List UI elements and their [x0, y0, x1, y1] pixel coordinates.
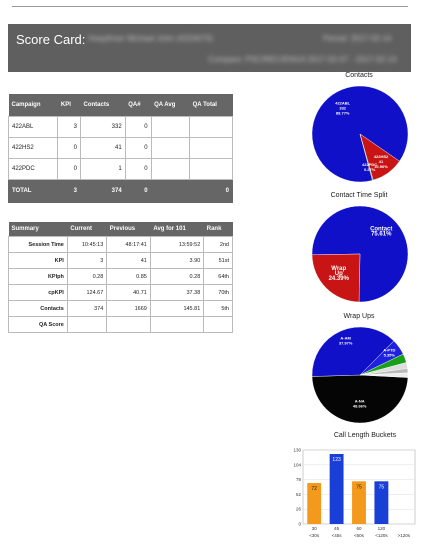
pie-label: A-NA 48.66% — [352, 398, 367, 409]
call-length-bar-chart — [285, 444, 420, 544]
summary-cell: 124.67 — [67, 285, 106, 301]
total-qa-total: 0 — [190, 180, 233, 203]
table-row — [9, 138, 233, 159]
summary-cell: 40.71 — [107, 285, 151, 301]
summary-label: Contacts — [9, 301, 68, 317]
x-category-label: <30s — [309, 533, 320, 538]
summary-row — [9, 317, 233, 333]
summary-cell — [204, 317, 233, 333]
x-count-label: 30 — [311, 526, 317, 531]
split-chart-title: Contact Time Split — [330, 192, 388, 199]
summary-label: cpKPI — [9, 285, 68, 301]
table-row — [9, 117, 233, 138]
cell-kpi: 0 — [58, 159, 81, 180]
cell-qa-total — [190, 138, 233, 159]
summary-cell: 3 — [67, 253, 106, 269]
compare-blurred: Compare: PSC/REC/ENGA 2017-02-07 - 2017-02-14 — [208, 55, 397, 64]
summary-cell: 37.38 — [150, 285, 203, 301]
y-tick-label: 52 — [295, 491, 301, 497]
agent-name-blurred: Heaythner Michael John (4224070) — [88, 34, 213, 43]
cell-qa-num: 0 — [125, 159, 151, 180]
summary-row — [9, 285, 233, 301]
summary-label: QA Score — [9, 317, 68, 333]
summary-row — [9, 253, 233, 269]
summary-table — [8, 222, 233, 333]
summary-row — [9, 269, 233, 285]
col-qa-num: QA# — [125, 94, 151, 117]
summary-cell — [67, 317, 106, 333]
total-qa-num: 0 — [125, 180, 151, 203]
summary-cell: 374 — [67, 301, 106, 317]
cell-qa-avg — [151, 159, 190, 180]
summary-cell — [150, 317, 203, 333]
cell-qa-avg — [151, 117, 190, 138]
summary-cell: 51st — [204, 253, 233, 269]
y-tick-label: 78 — [295, 477, 301, 483]
contacts-pie-chart — [310, 84, 410, 184]
cell-contacts: 1 — [81, 159, 126, 180]
summary-cell: 0.28 — [67, 269, 106, 285]
summary-cell — [107, 317, 151, 333]
summary-cell: 145.81 — [150, 301, 203, 317]
bar-chart-title: Call Length Buckets — [333, 432, 397, 439]
cell-campaign: 422ABL — [9, 117, 58, 138]
bar-value-label: 72 — [311, 486, 317, 493]
table-row — [9, 159, 233, 180]
y-tick-label: 26 — [295, 506, 301, 512]
summary-row — [9, 237, 233, 253]
summary-cell: 41 — [107, 253, 151, 269]
period-blurred: Period: 2017-02-14 — [323, 34, 392, 43]
summary-cell: 5th — [204, 301, 233, 317]
col-previous: Previous — [107, 222, 151, 237]
summary-cell: 1669 — [107, 301, 151, 317]
summary-cell: 48:17:41 — [107, 237, 151, 253]
summary-cell: 0.28 — [150, 269, 203, 285]
cell-kpi: 3 — [58, 117, 81, 138]
y-tick-label: 0 — [298, 521, 301, 527]
pie-label: Wrap Up 24.39% — [328, 266, 349, 283]
col-avg: Avg for 101 — [150, 222, 203, 237]
cell-qa-avg — [151, 138, 190, 159]
cell-qa-total — [190, 159, 233, 180]
col-summary: Summary — [9, 222, 68, 237]
summary-cell: 3.90 — [150, 253, 203, 269]
col-current: Current — [67, 222, 106, 237]
split-pie-chart — [310, 204, 410, 304]
campaign-table — [8, 94, 233, 203]
x-category-label: >120s — [397, 533, 410, 538]
summary-cell: 70th — [204, 285, 233, 301]
summary-label: KPIph — [9, 269, 68, 285]
scorecard-header — [8, 24, 411, 72]
cell-contacts: 41 — [81, 138, 126, 159]
contacts-chart-title: Contacts — [345, 72, 373, 79]
col-contacts: Contacts — [81, 94, 126, 117]
summary-cell: 10:45:13 — [67, 237, 106, 253]
top-divider — [12, 6, 408, 7]
summary-cell: 64th — [204, 269, 233, 285]
bar — [330, 454, 344, 524]
cell-qa-total — [190, 117, 233, 138]
page-title: Score Card: — [16, 32, 86, 47]
cell-campaign: 422PDC — [9, 159, 58, 180]
bar-value-label: 75 — [356, 484, 362, 491]
wrap-pie-chart — [310, 325, 410, 425]
col-qa-avg: QA Avg — [151, 94, 190, 117]
x-category-label: <60s — [354, 533, 364, 538]
bar-value-label: 123 — [332, 456, 341, 463]
col-qa-total: QA Total — [190, 94, 233, 117]
cell-contacts: 332 — [81, 117, 126, 138]
cell-qa-num: 0 — [125, 117, 151, 138]
bar-value-label: 75 — [378, 484, 385, 491]
y-tick-label: 130 — [293, 447, 301, 453]
cell-campaign: 422HS2 — [9, 138, 58, 159]
total-kpi: 3 — [58, 180, 81, 203]
x-category-label: <45s — [331, 533, 342, 538]
summary-cell: 13:59:52 — [150, 237, 203, 253]
x-count-label: 45 — [334, 526, 340, 531]
pie-label: A-AM 37.97% — [338, 335, 353, 346]
pie-label: Contact 75.61% — [370, 226, 393, 238]
pie-label: 422ABL 332 88.77% — [335, 100, 351, 116]
col-rank: Rank — [204, 222, 233, 237]
total-label: TOTAL — [9, 180, 58, 203]
col-campaign: Campaign — [9, 94, 58, 117]
summary-cell: 2nd — [204, 237, 233, 253]
cell-qa-num: 0 — [125, 138, 151, 159]
x-count-label: 120 — [377, 526, 386, 531]
cell-kpi: 0 — [58, 138, 81, 159]
total-qa-avg — [151, 180, 190, 203]
x-category-label: <120s — [375, 533, 388, 538]
total-contacts: 374 — [81, 180, 126, 203]
pie-label: A-PTD 5.35% — [383, 347, 396, 358]
summary-label: Session Time — [9, 237, 68, 253]
pie-label: 422PDC 0.27% — [362, 162, 378, 173]
x-count-label: 60 — [356, 526, 362, 531]
summary-label: KPI — [9, 253, 68, 269]
summary-cell: 0.85 — [107, 269, 151, 285]
y-tick-label: 104 — [293, 462, 301, 468]
wrap-chart-title: Wrap Ups — [343, 313, 375, 320]
summary-row — [9, 301, 233, 317]
total-row — [9, 180, 233, 203]
col-kpi: KPI — [58, 94, 81, 117]
pie-label: 422HS2 41 10.96% — [373, 154, 389, 170]
